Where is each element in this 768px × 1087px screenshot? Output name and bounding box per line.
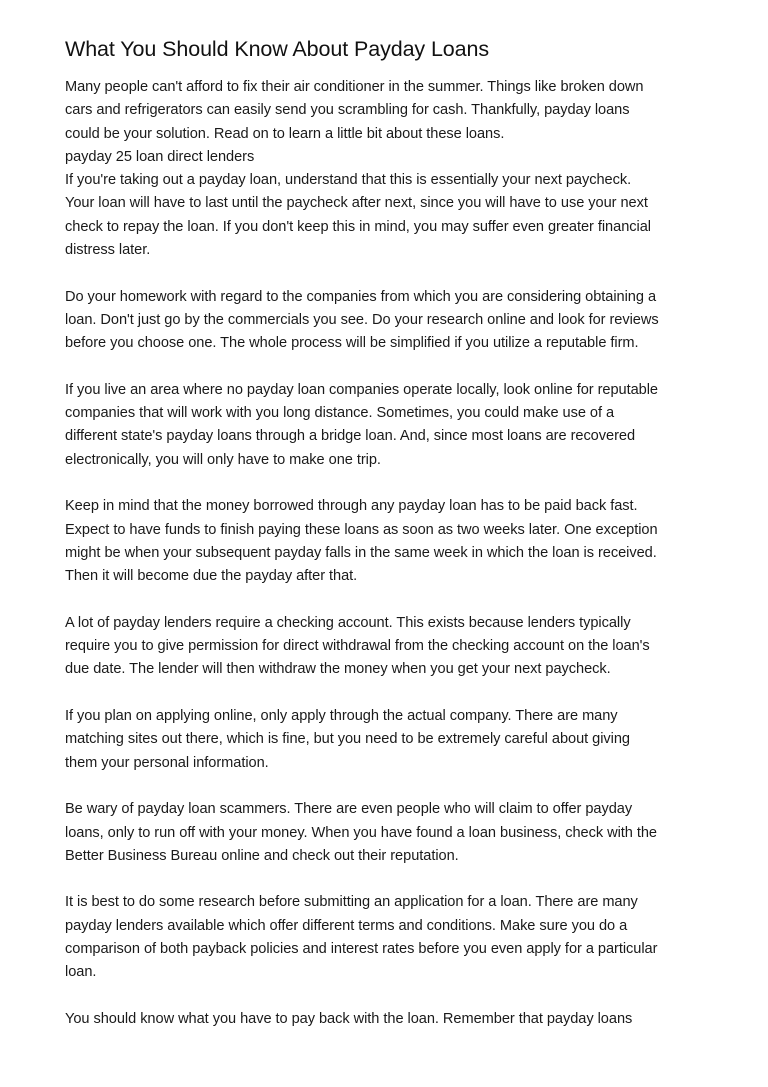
page-title: What You Should Know About Payday Loans (65, 37, 490, 61)
text-line: Be wary of payday loan scammers. There are even people who will claim to offer payday (65, 801, 633, 818)
paragraph-pay-back-fast (65, 495, 705, 588)
text-line: companies that will work with you long distance. Sometimes, you could make use of a (65, 405, 615, 422)
paragraph-pay-back (65, 1008, 705, 1031)
text-line: different state's payday loans through a bridge loan. And, since most loans are recovered (65, 428, 636, 445)
text-line: If you're taking out a payday loan, understand that this is essentially your next paycheck. (65, 172, 632, 189)
text-line: A lot of payday lenders require a checking account. This exists because lenders typically (65, 614, 631, 631)
text-line: loans, only to run off with your money. When you have found a loan business, check with the (65, 824, 657, 841)
text-line: Better Business Bureau online and check out their reputation. (65, 847, 459, 864)
text-line: payday lenders available which offer different terms and conditions. Make sure you do a (65, 917, 628, 934)
paragraph-apply-online (65, 705, 705, 775)
text-line: You should know what you have to pay back with the loan. Remember that payday loans (65, 1010, 633, 1027)
paragraph-homework (65, 286, 705, 356)
text-line: Your loan will have to last until the paycheck after next, since you will have to use your next (65, 195, 648, 212)
text-line: Expect to have funds to finish paying these loans as soon as two weeks later. One exception (65, 521, 658, 538)
text-line: matching sites out there, which is fine, but you need to be extremely careful about giving (65, 731, 630, 748)
text-line: If you live an area where no payday loan companies operate locally, look online for reputable (65, 381, 658, 398)
text-line: loan. Don't just go by the commercials you see. Do your research online and look for reviews (65, 311, 659, 328)
text-line: cars and refrigerators can easily send you scrambling for cash. Thankfully, payday loans (65, 102, 630, 119)
paragraph-online-lenders (65, 379, 705, 472)
keyword-line: payday 25 loan direct lenders (65, 148, 255, 165)
paragraph-intro (65, 76, 705, 262)
paragraph-research (65, 891, 705, 984)
text-line: comparison of both payback policies and interest rates before you even apply for a particular (65, 940, 658, 957)
text-line: If you plan on applying online, only apply through the actual company. There are many (65, 708, 618, 725)
text-line: before you choose one. The whole process will be simplified if you utilize a reputable firm. (65, 335, 639, 352)
text-line: require you to give permission for direct withdrawal from the checking account on the loan's (65, 638, 650, 655)
paragraph-scammers (65, 798, 705, 868)
paragraph-checking-account (65, 612, 705, 682)
text-line: Do your homework with regard to the companies from which you are considering obtaining a (65, 288, 657, 305)
text-line: check to repay the loan. If you don't keep this in mind, you may suffer even greater financial (65, 218, 651, 235)
text-line: It is best to do some research before submitting an application for a loan. There are many (65, 894, 638, 911)
text-line: Many people can't afford to fix their air conditioner in the summer. Things like broken down (65, 79, 644, 95)
text-line: due date. The lender will then withdraw the money when you get your next paycheck. (65, 661, 611, 678)
text-line: Then it will become due the payday after that. (65, 568, 358, 585)
text-line: distress later. (65, 242, 151, 259)
text-line: might be when your subsequent payday falls in the same week in which the loan is received. (65, 544, 657, 561)
document-page (65, 34, 705, 1031)
text-line: Keep in mind that the money borrowed through any payday loan has to be paid back fast. (65, 498, 638, 515)
text-line: loan. (65, 964, 97, 981)
text-line: them your personal information. (65, 754, 269, 771)
text-line: could be your solution. Read on to learn a little bit about these loans. (65, 125, 505, 142)
text-line: electronically, you will only have to make one trip. (65, 451, 381, 468)
